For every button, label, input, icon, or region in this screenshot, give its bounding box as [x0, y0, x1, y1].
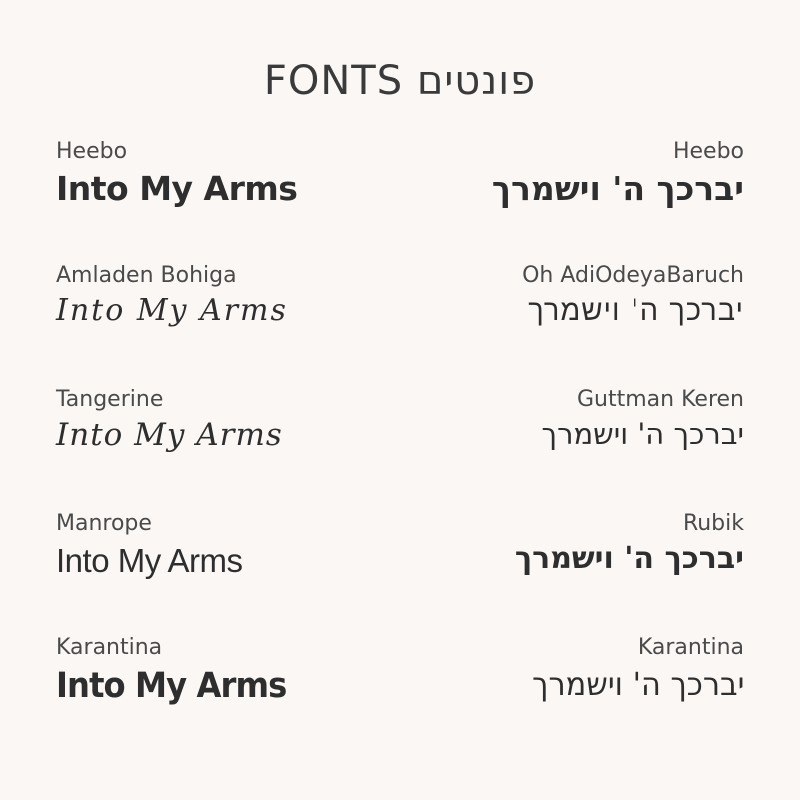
font-cell-left — [56, 388, 366, 454]
font-cell-left — [56, 512, 366, 580]
font-name-label: Guttman Keren — [577, 387, 744, 412]
font-cell-left — [56, 636, 366, 706]
font-sample-text: יברכך ה' וישמרך — [531, 665, 744, 704]
font-name-label: Karantina — [637, 635, 744, 660]
font-cell-left — [56, 264, 366, 329]
font-row — [56, 512, 744, 636]
font-name-label: Tangerine — [56, 387, 164, 412]
font-cell-right — [434, 636, 744, 703]
font-name-label: Karantina — [56, 635, 163, 660]
font-sample-text: Into My Arms — [56, 417, 283, 454]
font-cell-left — [56, 140, 366, 208]
font-name-label: Heebo — [56, 139, 128, 164]
font-name-label: Rubik — [682, 511, 744, 536]
font-cell-right — [434, 264, 744, 328]
font-sample-text: יברכך ה' וישמרך — [528, 293, 744, 328]
font-sample-text: Into My Arms — [56, 542, 243, 580]
font-cell-right — [434, 512, 744, 577]
font-sample-text: Into My Arms — [56, 666, 287, 707]
font-row — [56, 140, 744, 264]
font-row — [56, 636, 744, 760]
font-cell-right — [434, 388, 744, 452]
font-sample-text: Into My Arms — [56, 169, 298, 209]
font-row — [56, 388, 744, 512]
font-name-label: Amladen Bohiga — [56, 263, 237, 288]
font-row — [56, 264, 744, 388]
font-sample-text: יברכך ה' וישמרך — [491, 169, 744, 209]
font-rows — [56, 140, 744, 760]
font-sample-text: יברכך ה' וישמרך — [514, 541, 744, 577]
font-sample-text: יברכך ה' וישמרך — [541, 417, 744, 452]
page-title: FONTS פונטים — [263, 58, 537, 104]
font-sample-text: Into My Arms — [56, 293, 288, 329]
font-name-label: Manrope — [56, 511, 152, 536]
font-cell-right — [434, 140, 744, 208]
font-name-label: Heebo — [672, 139, 744, 164]
font-name-label: Oh AdiOdeyaBaruch — [522, 263, 744, 288]
